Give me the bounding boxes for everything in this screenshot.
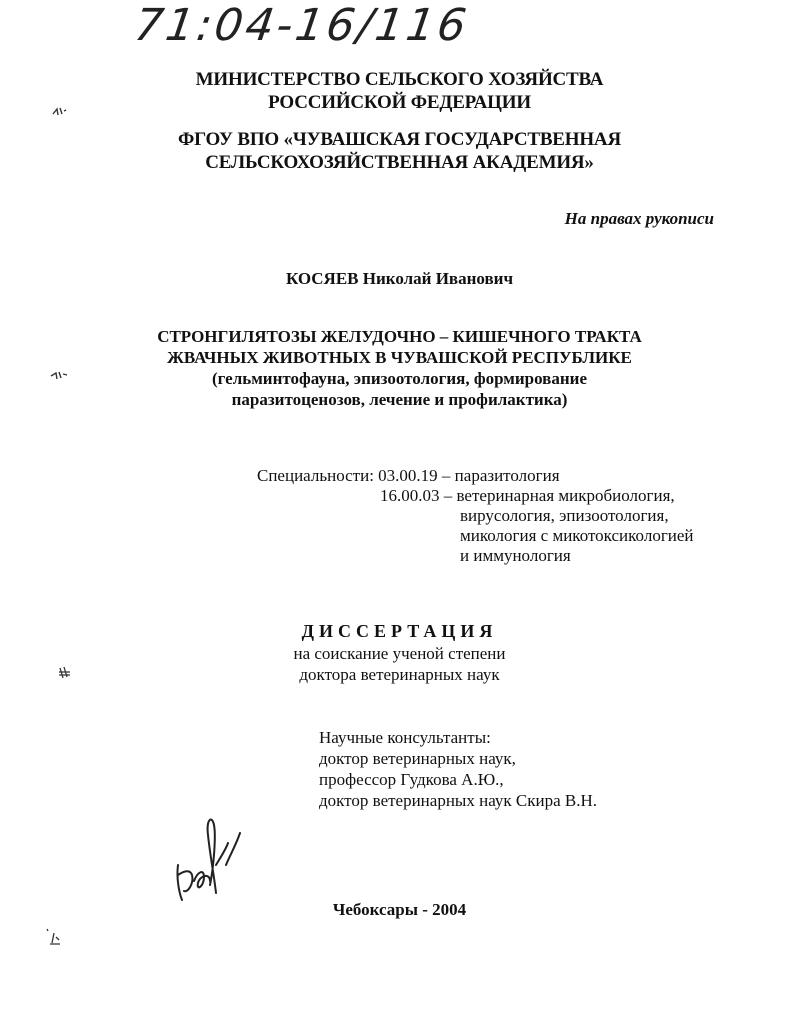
consultant-line-3: доктор ветеринарных наук Скира В.Н. xyxy=(319,791,597,810)
ministry-line-2: РОССИЙСКОЙ ФЕДЕРАЦИИ xyxy=(268,92,531,113)
handwritten-signature-icon xyxy=(170,805,250,905)
specialty-cont-3: и иммунология xyxy=(460,546,571,565)
title-line-2: ЖВАЧНЫХ ЖИВОТНЫХ В ЧУВАШСКОЙ РЕСПУБЛИКЕ xyxy=(167,348,632,367)
author-name: КОСЯЕВ Николай Иванович xyxy=(285,269,514,288)
academy-line-1: ФГОУ ВПО «ЧУВАШСКАЯ ГОСУДАРСТВЕННАЯ xyxy=(178,129,621,150)
degree-line-2: доктора ветеринарных наук xyxy=(299,665,500,684)
specialty-line-2: 16.00.03 – ветеринарная микробиология, xyxy=(380,486,675,505)
title-line-4: паразитоценозов, лечение и профилактика) xyxy=(231,390,568,409)
scan-mark-icon xyxy=(50,368,68,382)
consultants-heading: Научные консультанты: xyxy=(319,728,491,747)
manuscript-rights-note: На правах рукописи xyxy=(564,209,714,228)
handwritten-catalog-number: 71:04-16/116 xyxy=(131,0,473,51)
degree-statement xyxy=(0,643,799,685)
ministry-heading xyxy=(0,68,799,114)
title-line-1: СТРОНГИЛЯТОЗЫ ЖЕЛУДОЧНО – КИШЕЧНОГО ТРАКТА xyxy=(157,327,642,346)
ministry-line-1: МИНИСТЕРСТВО СЕЛЬСКОГО ХОЗЯЙСТВА xyxy=(195,69,604,90)
academy-heading xyxy=(0,128,799,174)
scientific-consultants xyxy=(319,727,597,811)
city-and-year: Чебоксары - 2004 xyxy=(332,900,467,919)
scan-mark-icon xyxy=(44,925,66,947)
specialty-cont-2: микология с микотоксикологией xyxy=(460,526,694,545)
scan-mark-icon xyxy=(52,105,68,117)
specialty-line-1: Специальности: 03.00.19 – паразитология xyxy=(257,466,560,485)
degree-line-1: на соискание ученой степени xyxy=(293,644,506,663)
specialty-cont-1: вирусология, эпизоотология, xyxy=(460,506,669,525)
specialties-block xyxy=(257,466,694,566)
document-type: ДИССЕРТАЦИЯ xyxy=(301,621,498,641)
scan-mark-icon xyxy=(58,664,72,680)
academy-line-2: СЕЛЬСКОХОЗЯЙСТВЕННАЯ АКАДЕМИЯ» xyxy=(205,152,594,173)
consultant-line-1: доктор ветеринарных наук, xyxy=(319,749,516,768)
title-line-3: (гельминтофауна, эпизоотология, формирование xyxy=(212,369,587,388)
consultant-line-2: профессор Гудкова А.Ю., xyxy=(319,770,504,789)
dissertation-title xyxy=(0,326,799,410)
